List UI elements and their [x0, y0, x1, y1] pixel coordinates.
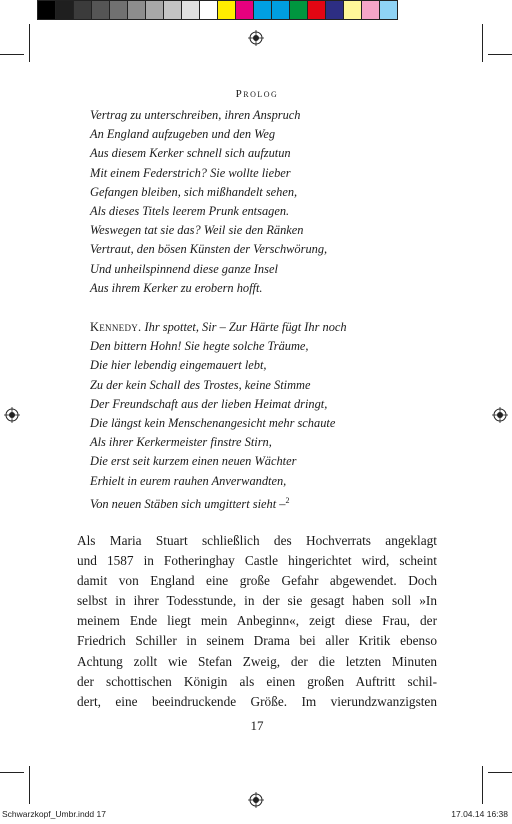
verse-line-text: Von neuen Stäben sich umgittert sieht –: [90, 496, 286, 511]
color-swatch: [73, 0, 92, 20]
color-swatch: [325, 0, 344, 20]
speaker-name: Kennedy.: [90, 320, 142, 334]
color-swatch: [181, 0, 200, 20]
page-number: 17: [250, 718, 264, 733]
verse-line: Die längst kein Menschenangesicht mehr schaute: [90, 415, 336, 430]
verse-line: Gefangen bleiben, sich mißhandelt sehen,: [90, 184, 298, 199]
crop-mark-top-right-horizontal: [488, 54, 512, 55]
footnote-reference: 2: [285, 495, 290, 505]
color-swatch: [235, 0, 254, 20]
color-swatch: [271, 0, 290, 20]
color-calibration-bar: [38, 0, 398, 20]
prose-line: meinem Ende liegt mein Anbeginn«, zeigt diese Frau, der: [77, 613, 437, 629]
verse-line: Mit einem Federstrich? Sie wollte lieber: [90, 165, 291, 180]
color-swatch: [55, 0, 74, 20]
verse-line: Vertraut, den bösen Künsten der Verschwörung,: [90, 242, 328, 257]
prose-line: selbst in ihrer Todesstunde, in der sie gesagt haben soll »In: [77, 593, 437, 609]
verse-line: Zu der kein Schall des Trostes, keine Stimme: [90, 377, 311, 392]
prose-line: Friedrich Schiller in seinem Drama bei aller Kritik ebenso: [77, 633, 437, 649]
color-swatch: [109, 0, 128, 20]
slug-file-name: Schwarzkopf_Umbr.indd 17: [2, 809, 106, 819]
color-swatch: [37, 0, 56, 20]
color-swatch: [343, 0, 362, 20]
prose-line: der schottischen Königin als einen großen Auftritt schil-: [77, 673, 437, 689]
verse-line: Der Freundschaft aus der lieben Heimat dringt,: [90, 396, 328, 411]
verse-line: Vertrag zu unterschreiben, ihren Anspruch: [90, 108, 301, 122]
crop-mark-bottom-left-vertical: [29, 766, 30, 804]
registration-mark-right: [492, 407, 508, 423]
verse-line-last: [90, 491, 347, 510]
verse-block-2: [90, 318, 347, 510]
verse-line: An England aufzugeben und den Weg: [90, 127, 276, 142]
crop-mark-bottom-right-vertical: [482, 766, 483, 804]
color-swatch: [127, 0, 146, 20]
crop-mark-top-left-horizontal: [0, 54, 24, 55]
verse-line: Als dieses Titels leerem Prunk entsagen.: [90, 203, 290, 218]
prose-paragraph: [77, 531, 437, 712]
color-swatch: [289, 0, 308, 20]
color-swatch: [145, 0, 164, 20]
running-head: Prolog: [235, 88, 279, 100]
prose-line: Als Maria Stuart schließlich des Hochverrats angeklagt: [77, 533, 437, 548]
prose-line: Achtung zollt wie Stefan Zweig, der die letzten Minuten: [77, 653, 437, 669]
verse-line: Weswegen tat sie das? Weil sie den Ränken: [90, 223, 304, 238]
color-swatch: [91, 0, 110, 20]
prose-line: damit von England eine große Gefahr abgewendet. Doch: [77, 573, 437, 589]
verse-line-speaker: [90, 318, 347, 337]
color-swatch: [379, 0, 398, 20]
registration-mark-left: [4, 407, 20, 423]
slug-timestamp: 17.04.14 16:38: [451, 809, 508, 819]
prose-line: und 1587 in Fotheringhay Castle hingerichtet wird, scheint: [77, 553, 437, 569]
verse-line: Die erst seit kurzem einen neuen Wächter: [90, 454, 297, 469]
color-swatch: [217, 0, 236, 20]
verse-block-1: [90, 106, 327, 298]
verse-line: Und unheilspinnend diese ganze Insel: [90, 261, 278, 276]
verse-line: Aus diesem Kerker schnell sich aufzutun: [90, 146, 291, 161]
crop-mark-bottom-left-horizontal: [0, 772, 24, 773]
verse-line: Den bittern Hohn! Sie hegte solche Träume,: [90, 339, 309, 354]
verse-line-text: Ihr spottet, Sir – Zur Härte fügt Ihr noch: [141, 320, 347, 334]
verse-line: Als ihrer Kerkermeister finstre Stirn,: [90, 435, 272, 450]
crop-mark-top-left-vertical: [29, 24, 30, 62]
color-swatch: [253, 0, 272, 20]
color-swatch: [307, 0, 326, 20]
registration-mark-bottom: [248, 792, 264, 808]
crop-mark-top-right-vertical: [482, 24, 483, 62]
color-swatch: [163, 0, 182, 20]
verse-line: Erhielt in eurem rauhen Anverwandten,: [90, 473, 287, 488]
crop-mark-bottom-right-horizontal: [488, 772, 512, 773]
color-swatch: [199, 0, 218, 20]
verse-line: Aus ihrem Kerker zu erobern hofft.: [90, 280, 263, 295]
color-swatch: [361, 0, 380, 20]
prose-line: dert, eine beeindruckende Größe. Im vierundzwanzigsten: [77, 693, 437, 709]
verse-line: Die hier lebendig eingemauert lebt,: [90, 358, 267, 373]
registration-mark-top: [248, 30, 264, 46]
